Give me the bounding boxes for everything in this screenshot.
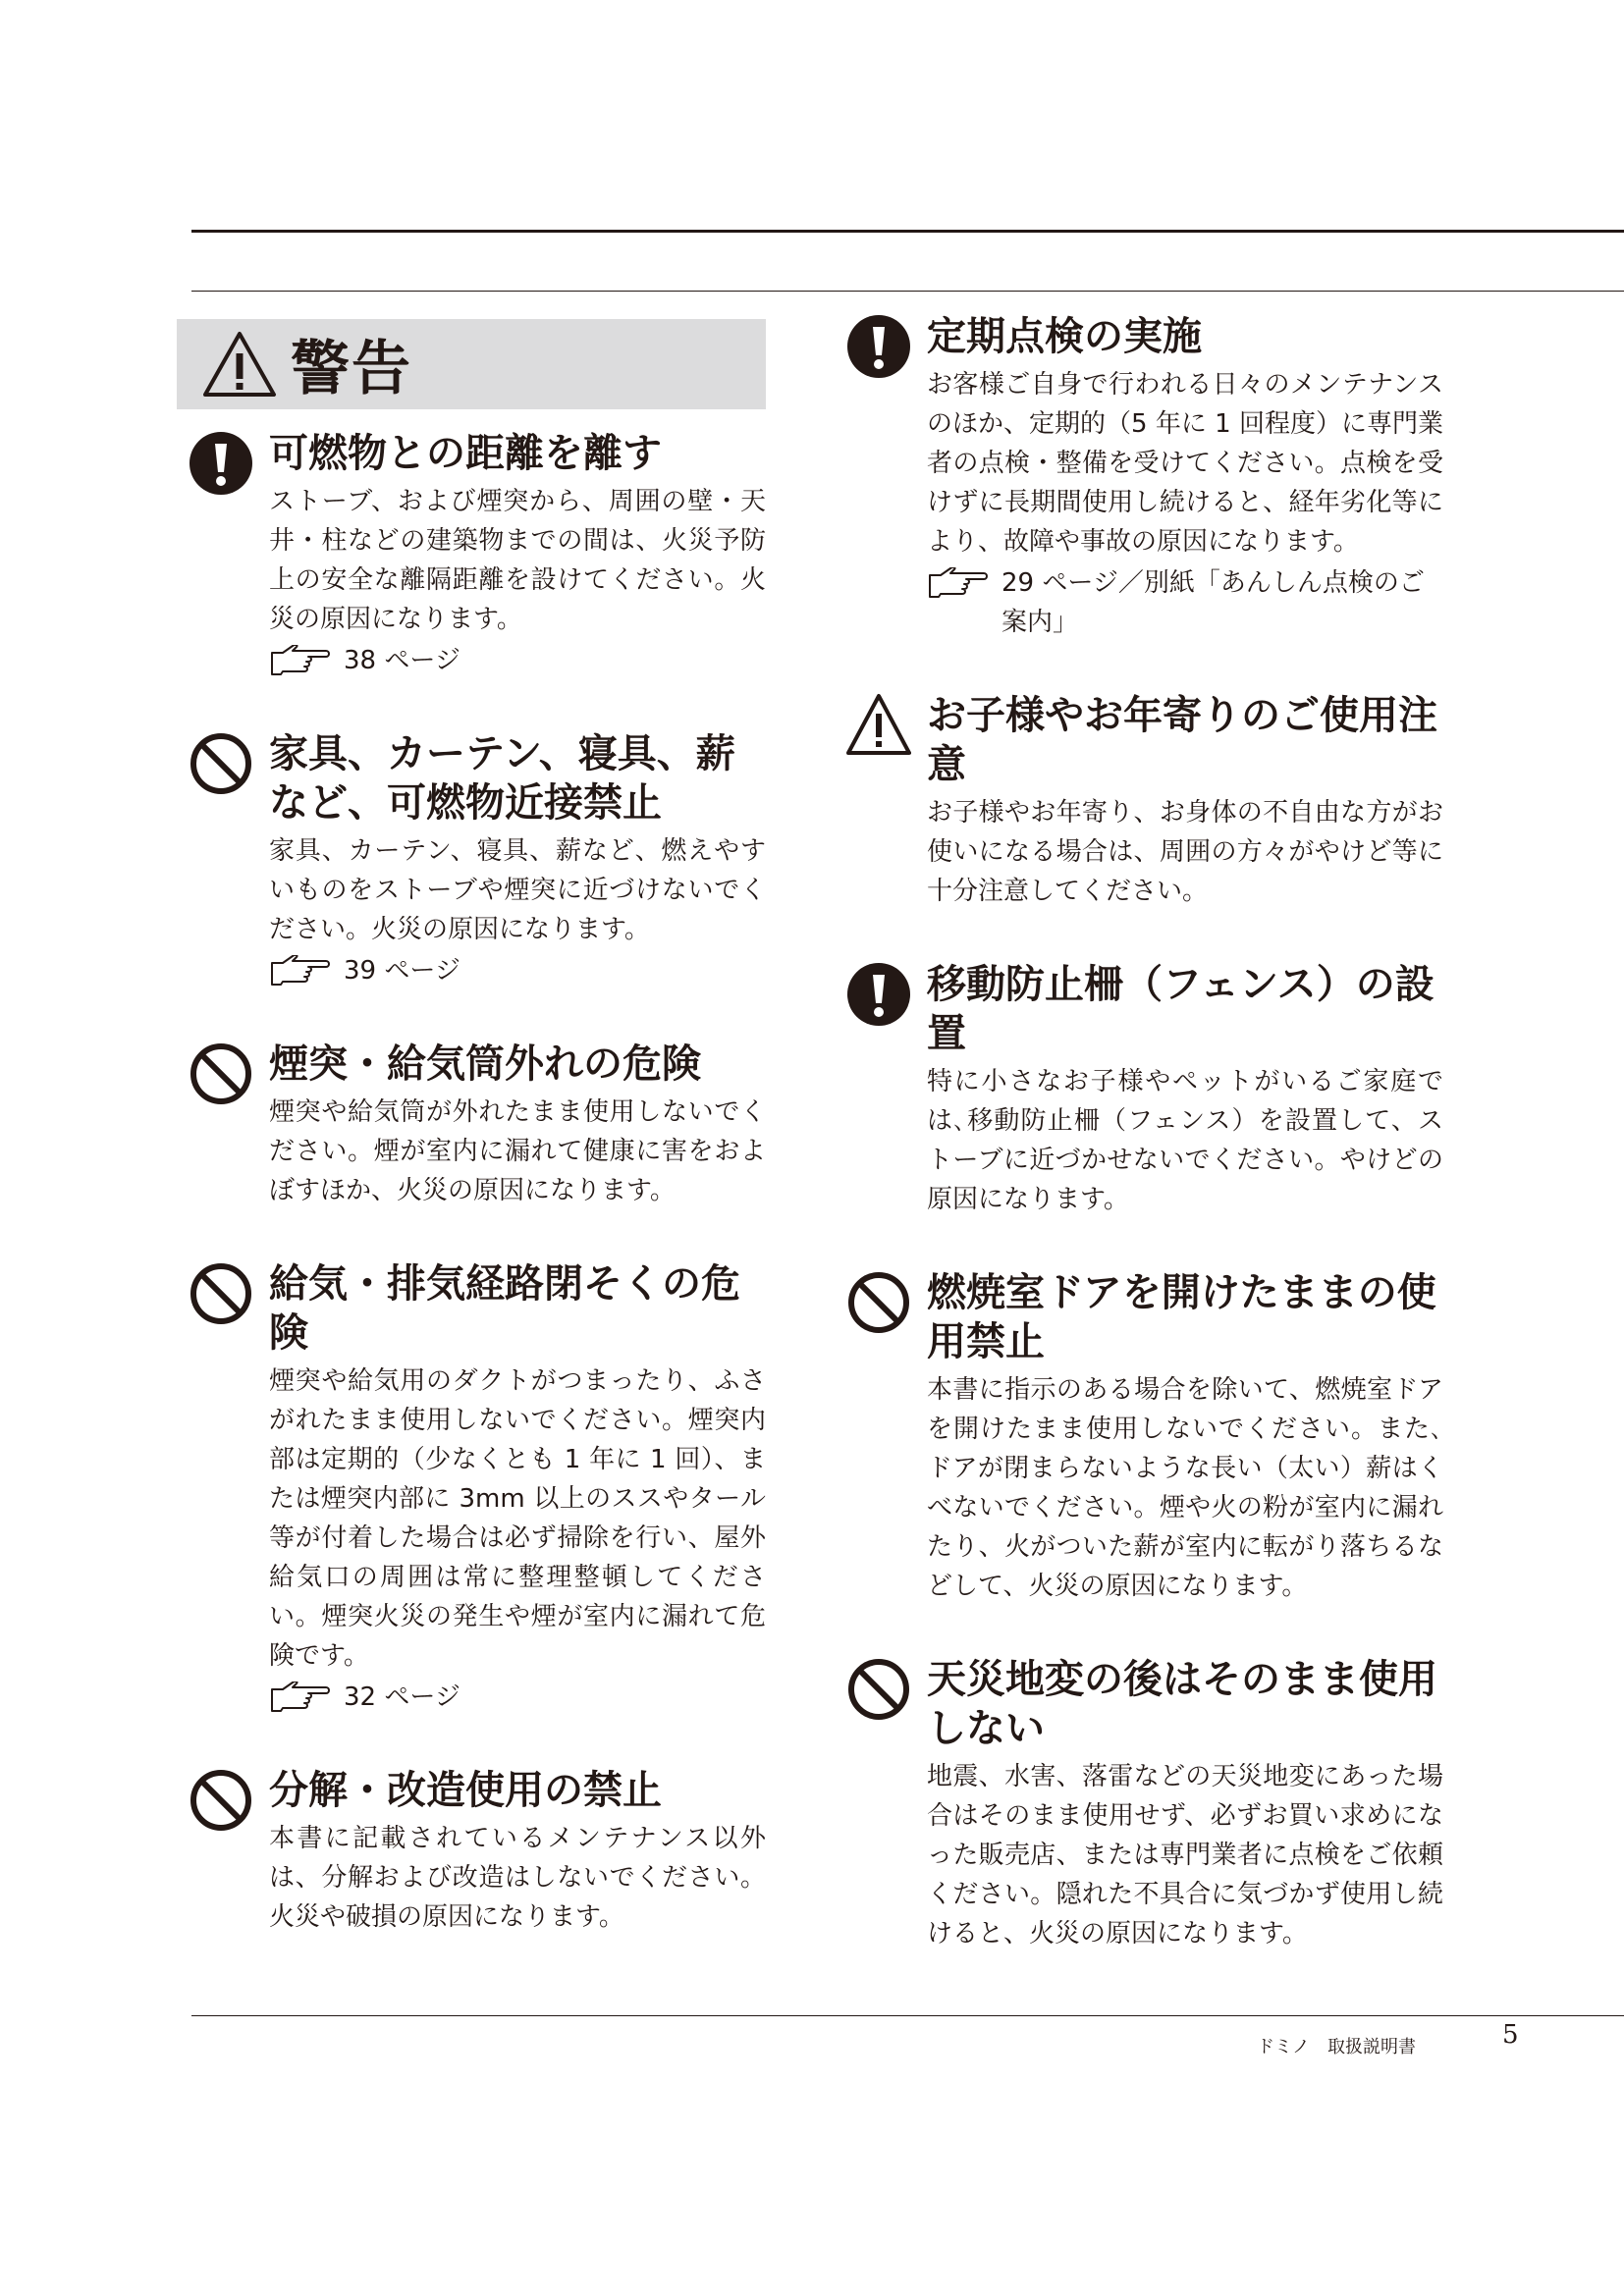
warning-item-body: 煙突や給気用のダクトがつまったり、ふさがれたまま使用しないでください。煙突内部は定期的（少なくとも 1 年に 1 回）、または煙突内部に 3mm 以上のススやタール等が付着した場合は必ず掃除を行い、屋外給気口の周囲は常に整理整頓してください。煙突火災の発生や煙が室内に漏れて危険です。: [269, 1366, 766, 1671]
warning-item: [835, 691, 1443, 911]
warning-item: [177, 1766, 766, 1937]
warning-item-title: 給気・排気経路閉そくの危険: [269, 1261, 740, 1356]
mandatory-icon: [846, 962, 911, 1027]
left-column: [177, 319, 766, 1986]
warning-item-body: 特に小さなお子様やペットがいるご家庭では､移動防止柵（フェンス）を設置して、ストーブに近づかせないでください。やけどの原因になります。: [927, 1067, 1443, 1214]
page-reference-text: 38 ページ: [344, 646, 460, 675]
warning-item-body: お子様やお年寄り、お身体の不自由な方がお使いになる場合は、周囲の方々がやけど等に十分注意してください。: [927, 798, 1443, 906]
page-reference-text: 32 ページ: [344, 1682, 460, 1712]
warning-item: [835, 1268, 1443, 1606]
warning-item-body: 本書に記載されているメンテナンス以外は、分解および改造はしないでください。火災や破損の原因になります。: [269, 1824, 766, 1932]
page-reference-text: 39 ページ: [344, 956, 460, 986]
left-warning-list: [177, 429, 766, 1937]
warning-title: 警告: [291, 335, 412, 403]
warning-item-body: 煙突や給気筒が外れたまま使用しないでください。煙が室内に漏れて健康に害をおよぼすほか、火災の原因になります。: [269, 1097, 766, 1205]
pointing-hand-icon: [269, 645, 330, 678]
warning-banner: [177, 319, 766, 409]
header-rule-thick: [191, 230, 1624, 233]
manual-title: ドミノ 取扱説明書: [1257, 2037, 1416, 2057]
warning-item-title: 天災地変の後はそのまま使用しない: [927, 1657, 1437, 1751]
warning-item-title: 移動防止柵（フェンス）の設置: [927, 962, 1435, 1056]
warning-item-title: 可燃物との距離を離す: [269, 431, 662, 476]
page-reference: [269, 951, 766, 990]
page-reference-text: 29 ページ／別紙「あんしん点検のご案内」: [1001, 568, 1425, 637]
warning-item: [835, 312, 1443, 642]
mandatory-icon: [189, 431, 253, 496]
warning-item-title: 定期点検の実施: [927, 314, 1202, 359]
warning-triangle-icon: [202, 330, 277, 399]
prohibited-icon: [189, 1041, 253, 1106]
prohibited-icon: [189, 1768, 253, 1833]
warning-item-title: 分解・改造使用の禁止: [269, 1768, 662, 1813]
warning-item: [177, 429, 766, 680]
pointing-hand-icon: [269, 1682, 330, 1715]
warning-item: [177, 1040, 766, 1210]
right-warning-list: [835, 312, 1443, 1953]
prohibited-icon: [189, 731, 253, 796]
prohibited-icon: [846, 1657, 911, 1722]
warning-item-body: 家具、カーテン、寝具、薪など、燃えやすいものをストーブや煙突に近づけないでください。火災の原因になります。: [269, 836, 766, 944]
right-column: [835, 312, 1443, 2002]
page-reference: [269, 1678, 766, 1717]
header-rule-thin: [191, 291, 1624, 292]
warning-item: [177, 1259, 766, 1717]
page-reference: [927, 563, 1443, 642]
warning-item: [835, 960, 1443, 1219]
warning-item: [835, 1655, 1443, 1953]
footer-rule: [191, 2015, 1624, 2016]
caution-icon: [846, 693, 911, 758]
page-number: 5: [1502, 2020, 1519, 2050]
page-reference: [269, 641, 766, 680]
mandatory-icon: [846, 314, 911, 379]
warning-item: [177, 729, 766, 990]
warning-item-body: 地震、水害、落雷などの天災地変にあった場合はそのまま使用せず、必ずお買い求めになった販売店、または専門業者に点検をご依頼ください。隠れた不具合に気づかず使用し続けると、火災の原因になります。: [927, 1762, 1443, 1949]
warning-item-body: ストーブ、および煙突から、周囲の壁・天井・柱などの建築物までの間は、火災予防上の安全な離隔距離を設けてください。火災の原因になります。: [269, 487, 766, 634]
prohibited-icon: [846, 1270, 911, 1335]
warning-item-title: お子様やお年寄りのご使用注意: [927, 693, 1437, 787]
warning-item-body: お客様ご自身で行われる日々のメンテナンスのほか、定期的（5 年に 1 回程度）に専門業者の点検・整備を受けてください。点検を受けずに長期間使用し続けると、経年劣化等により、故障や事故の原因になります。: [927, 370, 1443, 557]
pointing-hand-icon: [927, 567, 988, 601]
pointing-hand-icon: [269, 955, 330, 988]
warning-item-body: 本書に指示のある場合を除いて、燃焼室ドアを開けたまま使用しないでください。また､ドアが閉まらないような長い（太い）薪はくべないでください。煙や火の粉が室内に漏れたり、火がついた薪が室内に転がり落ちるなどして、火災の原因になります。: [927, 1375, 1443, 1601]
warning-item-title: 家具、カーテン、寝具、薪など、可燃物近接禁止: [269, 731, 735, 826]
warning-item-title: 煙突・給気筒外れの危険: [269, 1041, 701, 1087]
warning-item-title: 燃焼室ドアを開けたままの使用禁止: [927, 1270, 1436, 1364]
prohibited-icon: [189, 1261, 253, 1326]
